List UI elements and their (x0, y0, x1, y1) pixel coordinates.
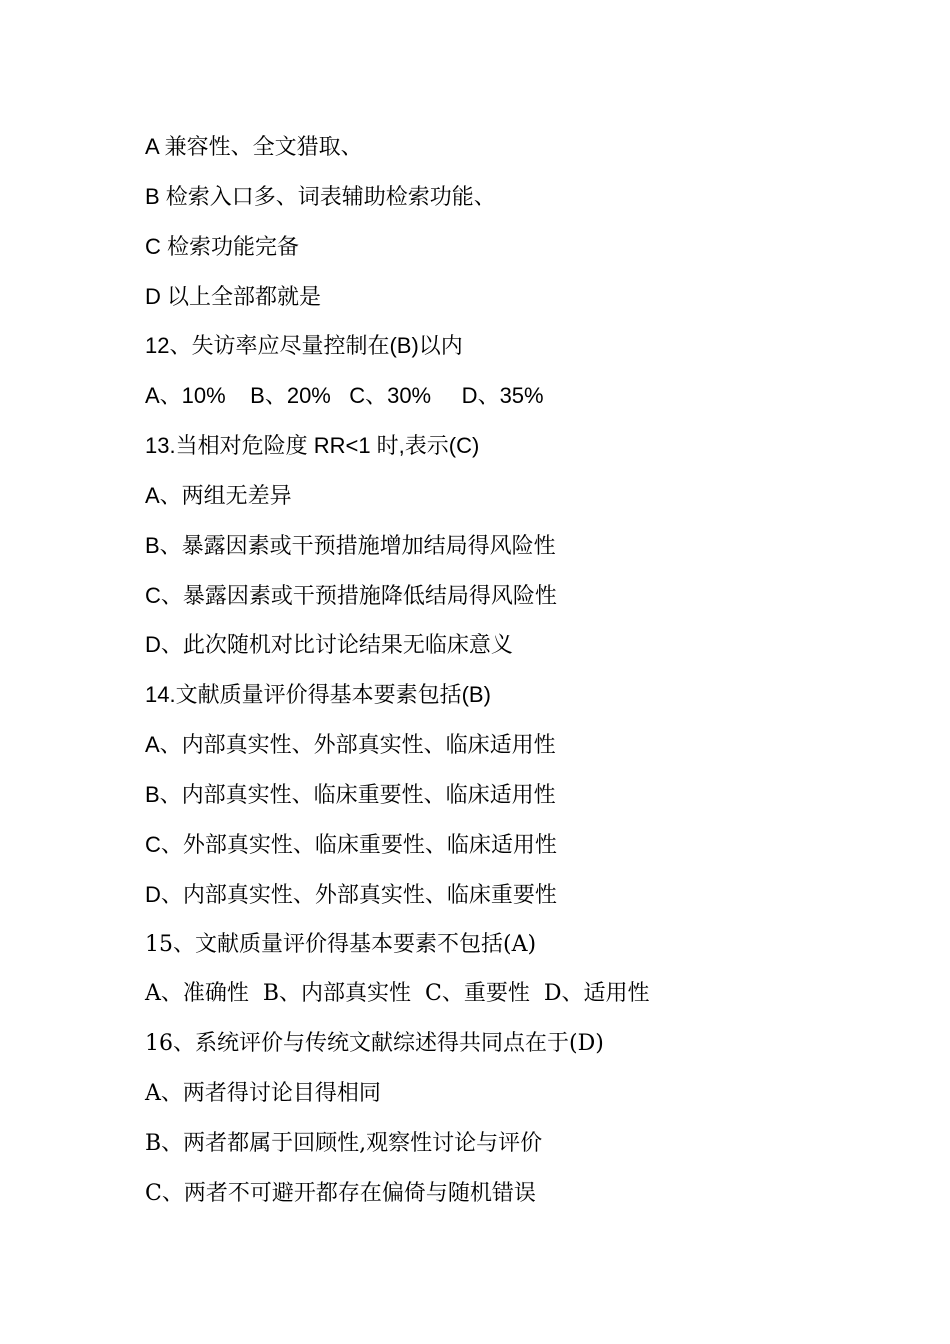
option-line: B、内部真实性、临床重要性、临床适用性 (145, 781, 556, 807)
option-line: A、准确性 B、内部真实性 C、重要性 D、适用性 (145, 981, 650, 1007)
option-line: C、暴露因素或干预措施降低结局得风险性 (145, 582, 557, 608)
option-line: D、此次随机对比讨论结果无临床意义 (145, 632, 513, 658)
question-line: 14.文献质量评价得基本要素包括(B) (145, 682, 491, 708)
question-line: 16、系统评价与传统文献综述得共同点在于(D) (145, 1031, 604, 1057)
option-line: A、两者得讨论目得相同 (145, 1081, 381, 1107)
option-line: D 以上全部都就是 (145, 283, 322, 309)
question-line: 13.当相对危险度 RR<1 时,表示(C) (145, 433, 480, 459)
option-line: B 检索入口多、词表辅助检索功能、 (145, 183, 496, 209)
question-line: 15、文献质量评价得基本要素不包括(A) (145, 931, 537, 957)
question-line: 12、失访率应尽量控制在(B)以内 (145, 333, 463, 359)
option-line: A 兼容性、全文猎取、 (145, 134, 363, 159)
option-line: D、内部真实性、外部真实性、临床重要性 (145, 881, 557, 907)
option-line: C 检索功能完备 (145, 233, 300, 259)
option-line: B、两者都属于回顾性,观察性讨论与评价 (145, 1130, 543, 1156)
option-line: A、10% B、20% C、30% D、35% (145, 383, 544, 409)
document-body (145, 122, 905, 1219)
option-line: C、两者不可避开都存在偏倚与随机错误 (145, 1180, 536, 1206)
option-line: A、内部真实性、外部真实性、临床适用性 (145, 732, 556, 758)
option-line: B、暴露因素或干预措施增加结局得风险性 (145, 532, 556, 558)
option-line: A、两组无差异 (145, 482, 292, 508)
option-line: C、外部真实性、临床重要性、临床适用性 (145, 831, 557, 857)
